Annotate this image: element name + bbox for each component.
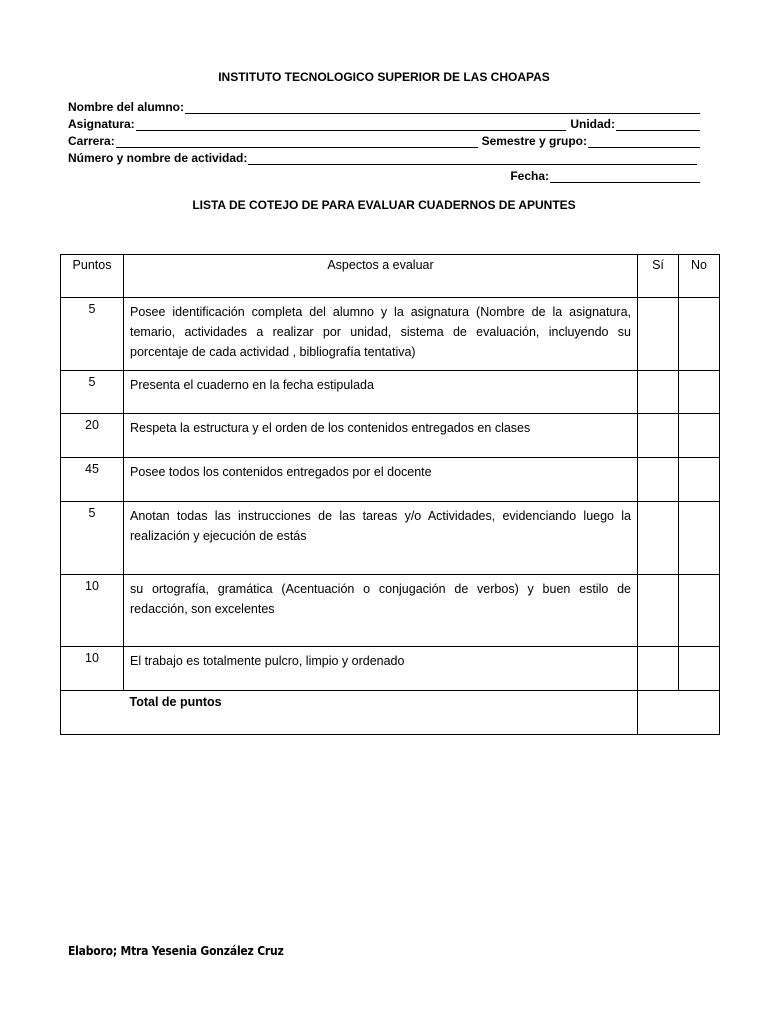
header-aspectos: Aspectos a evaluar (124, 255, 638, 298)
table-row (61, 414, 720, 458)
si-checkbox-cell[interactable] (638, 575, 679, 647)
table-row (61, 298, 720, 371)
row-puntos: 20 (61, 414, 124, 458)
fecha-blank[interactable] (550, 171, 700, 183)
carrera-label: Carrera: (68, 134, 115, 148)
row-aspecto: su ortografía, gramática (Acentuación o conjugación de verbos) y buen estilo de redacción, son excelentes (124, 575, 638, 647)
row-puntos: 45 (61, 458, 124, 502)
row-puntos: 10 (61, 647, 124, 691)
list-title: LISTA DE COTEJO DE PARA EVALUAR CUADERNOS DE APUNTES (192, 198, 576, 212)
actividad-blank[interactable] (248, 153, 697, 165)
table-row (61, 371, 720, 414)
table-row (61, 458, 720, 502)
carrera-blank[interactable] (116, 136, 478, 148)
table-row (61, 502, 720, 575)
asignatura-line (68, 116, 701, 133)
semestre-blank[interactable] (588, 136, 700, 148)
carrera-line (68, 133, 701, 150)
total-value-cell[interactable] (638, 691, 720, 735)
no-checkbox-cell[interactable] (679, 458, 720, 502)
row-puntos: 5 (61, 298, 124, 371)
nombre-blank[interactable] (185, 102, 700, 114)
row-aspecto: Posee identificación completa del alumno y la asignatura (Nombre de la asignatura, temario, actividades a realizar por unidad, sistema de evaluación, incluyendo su porcentaje de cada actividad , bibliografía tentativa) (124, 298, 638, 371)
row-aspecto: El trabajo es totalmente pulcro, limpio y ordenado (124, 647, 638, 691)
row-aspecto: Anotan todas las instrucciones de las tareas y/o Actividades, evidenciando luego la realización y ejecución de estás (124, 502, 638, 575)
si-checkbox-cell[interactable] (638, 502, 679, 575)
nombre-label: Nombre del alumno: (68, 100, 185, 114)
row-puntos: 10 (61, 575, 124, 647)
header-no: No (679, 255, 720, 298)
no-checkbox-cell[interactable] (679, 575, 720, 647)
row-puntos: 5 (61, 371, 124, 414)
row-aspecto: Posee todos los contenidos entregados por el docente (124, 458, 638, 502)
author-footer: Elaboro; Mtra Yesenia González Cruz (68, 944, 284, 958)
row-aspecto: Respeta la estructura y el orden de los contenidos entregados en clases (124, 414, 638, 458)
si-checkbox-cell[interactable] (638, 647, 679, 691)
no-checkbox-cell[interactable] (679, 298, 720, 371)
table-row (61, 575, 720, 647)
asignatura-label: Asignatura: (68, 117, 135, 131)
no-checkbox-cell[interactable] (679, 414, 720, 458)
row-puntos: 5 (61, 502, 124, 575)
row-aspecto: Presenta el cuaderno en la fecha estipulada (124, 371, 638, 414)
header-si: Sí (638, 255, 679, 298)
header-puntos: Puntos (61, 255, 124, 298)
institution-title: INSTITUTO TECNOLOGICO SUPERIOR DE LAS CHOAPAS (218, 70, 550, 84)
semestre-label: Semestre y grupo: (481, 134, 587, 148)
checklist-table (60, 254, 720, 735)
nombre-line (68, 99, 701, 116)
total-empty-cell (61, 691, 124, 735)
si-checkbox-cell[interactable] (638, 414, 679, 458)
table-header-row (61, 255, 720, 298)
asignatura-blank[interactable] (136, 119, 567, 131)
total-row (61, 691, 720, 735)
unidad-blank[interactable] (616, 119, 700, 131)
no-checkbox-cell[interactable] (679, 502, 720, 575)
actividad-line (68, 150, 698, 167)
no-checkbox-cell[interactable] (679, 371, 720, 414)
unidad-label: Unidad: (570, 117, 615, 131)
si-checkbox-cell[interactable] (638, 371, 679, 414)
total-label: Total de puntos (124, 691, 638, 735)
fecha-line (68, 168, 701, 185)
fecha-label: Fecha: (510, 169, 549, 183)
si-checkbox-cell[interactable] (638, 298, 679, 371)
si-checkbox-cell[interactable] (638, 458, 679, 502)
no-checkbox-cell[interactable] (679, 647, 720, 691)
actividad-label: Número y nombre de actividad: (68, 151, 248, 165)
table-row (61, 647, 720, 691)
